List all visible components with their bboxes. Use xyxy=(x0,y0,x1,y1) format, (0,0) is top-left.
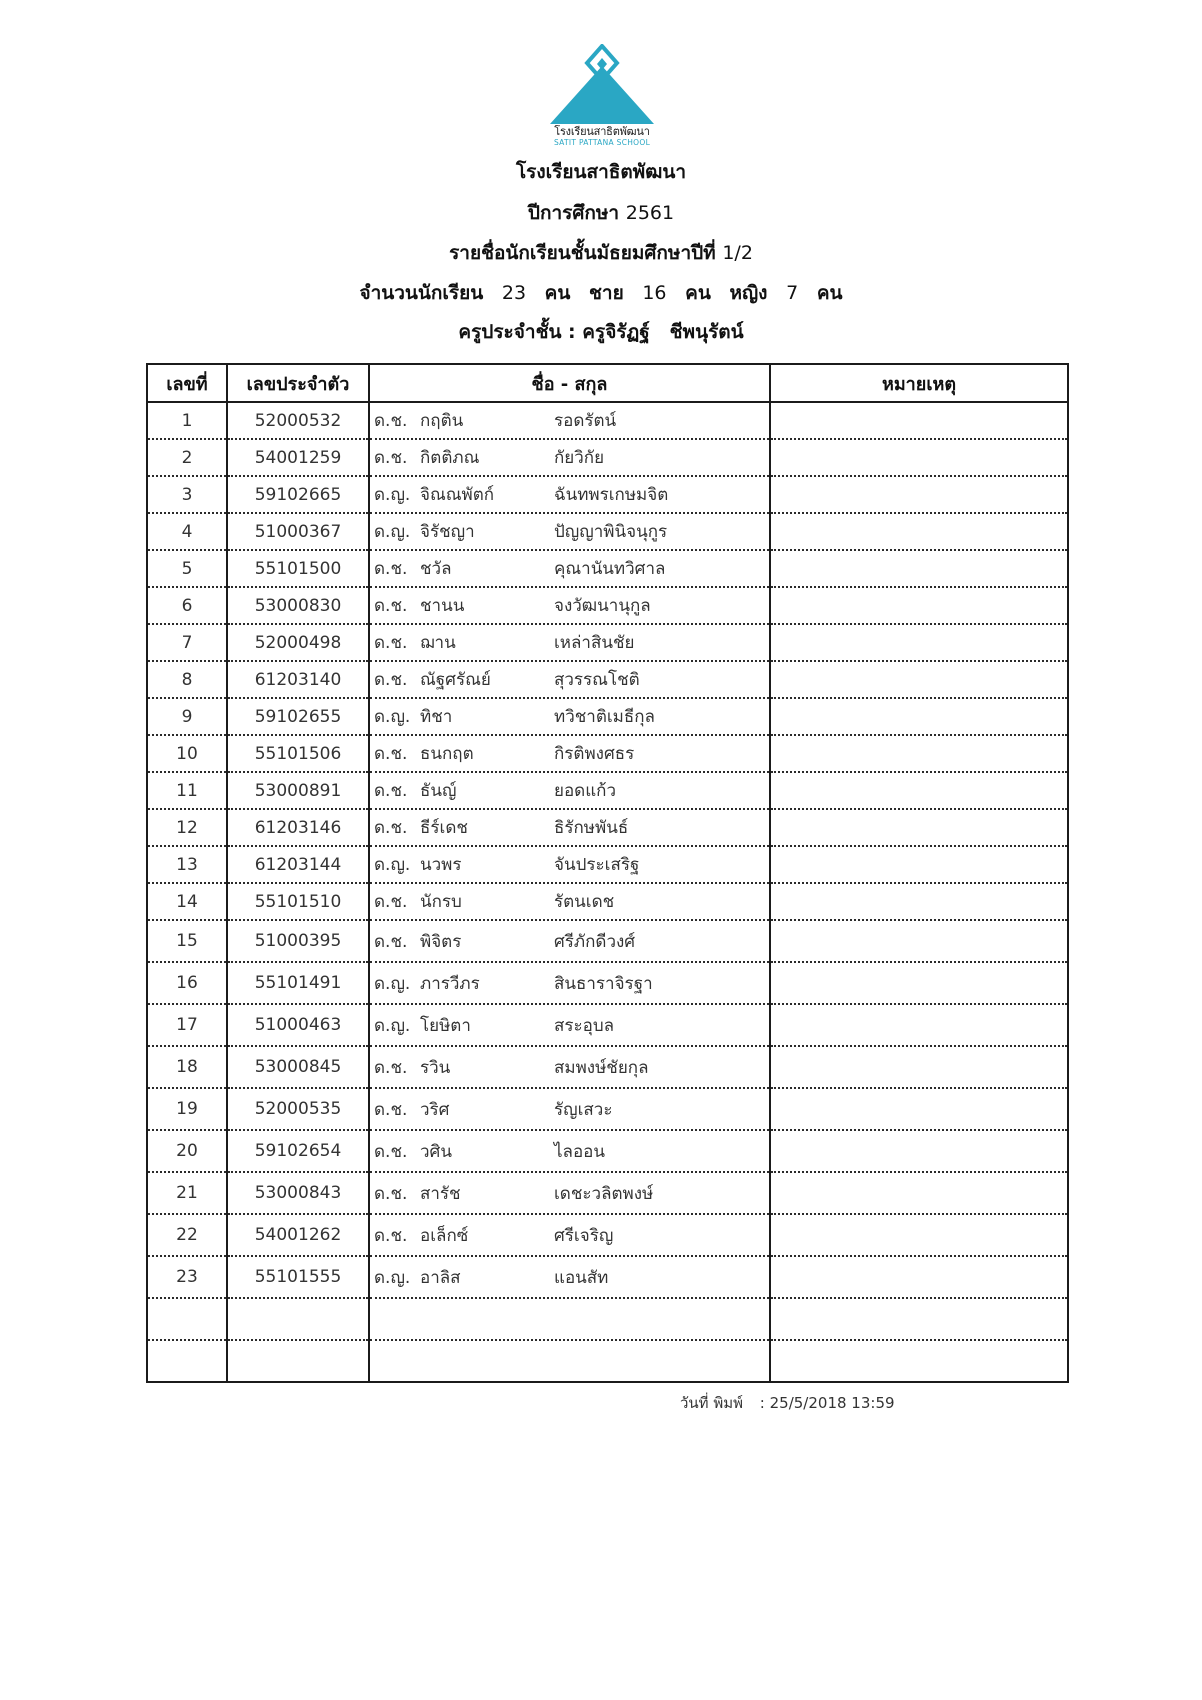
name-prefix: ด.ช. xyxy=(374,1141,408,1162)
remarks-cell xyxy=(770,402,1068,439)
first-name: สารัช xyxy=(420,1183,461,1204)
student-name xyxy=(369,1298,770,1340)
remarks-cell xyxy=(770,476,1068,513)
remarks-cell xyxy=(770,735,1068,772)
row-number: 8 xyxy=(147,661,227,698)
last-name: กิรติพงศธร xyxy=(554,744,635,764)
remarks-cell xyxy=(770,1004,1068,1046)
first-name: อเล็กซ์ xyxy=(420,1225,469,1246)
remarks-cell xyxy=(770,1298,1068,1340)
unit-label: คน xyxy=(685,282,711,304)
column-header-student-id: เลขประจำตัว xyxy=(227,364,369,402)
school-name: โรงเรียนสาธิตพัฒนา xyxy=(515,161,687,183)
student-name xyxy=(369,698,770,735)
name-prefix: ด.ญ. xyxy=(374,522,411,542)
student-id: 59102655 xyxy=(227,698,369,735)
table-row xyxy=(147,698,1068,735)
first-name: ฌาน xyxy=(420,633,456,653)
first-name: ณัฐศรัณย์ xyxy=(420,670,491,690)
student-id xyxy=(227,1298,369,1340)
female-count: 7 xyxy=(786,282,799,304)
school-logo xyxy=(537,44,667,159)
student-id: 51000463 xyxy=(227,1004,369,1046)
remarks-cell xyxy=(770,439,1068,476)
female-label: หญิง xyxy=(729,282,768,304)
student-id: 54001259 xyxy=(227,439,369,476)
student-name xyxy=(369,846,770,883)
student-id: 55101510 xyxy=(227,883,369,920)
print-date-separator: : xyxy=(759,1394,765,1412)
table-row xyxy=(147,513,1068,550)
first-name: ธีร์เดช xyxy=(420,818,468,838)
name-prefix: ด.ช. xyxy=(374,633,408,653)
table-row xyxy=(147,1046,1068,1088)
class-title xyxy=(0,241,1202,265)
remarks-cell xyxy=(770,883,1068,920)
student-id: 54001262 xyxy=(227,1214,369,1256)
table-header-row xyxy=(147,364,1068,402)
first-name: รวิน xyxy=(420,1057,451,1078)
table-row xyxy=(147,402,1068,439)
name-prefix: ด.ช. xyxy=(374,596,408,616)
table-row xyxy=(147,550,1068,587)
student-name xyxy=(369,587,770,624)
last-name: เหล่าสินชัย xyxy=(554,633,635,653)
table-row xyxy=(147,1088,1068,1130)
name-prefix: ด.ช. xyxy=(374,892,408,912)
student-name xyxy=(369,1130,770,1172)
first-name: โยษิตา xyxy=(420,1015,471,1036)
name-prefix: ด.ญ. xyxy=(374,1015,411,1036)
table-row xyxy=(147,962,1068,1004)
table-row xyxy=(147,846,1068,883)
student-id: 55101500 xyxy=(227,550,369,587)
student-id: 55101491 xyxy=(227,962,369,1004)
first-name: นักรบ xyxy=(420,892,462,912)
teacher-first-name: ครูจิรัฏฐ์ xyxy=(582,321,650,343)
last-name: แอนสัท xyxy=(554,1267,609,1288)
table-row xyxy=(147,1130,1068,1172)
student-name xyxy=(369,1046,770,1088)
first-name: ชวัล xyxy=(420,559,452,579)
student-count xyxy=(0,281,1202,305)
male-count: 16 xyxy=(642,282,667,304)
remarks-cell xyxy=(770,1172,1068,1214)
last-name: กัยวิกัย xyxy=(554,448,605,468)
row-number: 7 xyxy=(147,624,227,661)
student-name xyxy=(369,439,770,476)
student-id: 53000845 xyxy=(227,1046,369,1088)
unit-label: คน xyxy=(816,282,843,304)
table-row xyxy=(147,439,1068,476)
first-name: นวพร xyxy=(420,855,462,875)
student-name xyxy=(369,1172,770,1214)
last-name: ธิรักษพันธ์ xyxy=(554,818,629,838)
student-id: 55101506 xyxy=(227,735,369,772)
row-number: 20 xyxy=(147,1130,227,1172)
first-name: พิจิตร xyxy=(420,931,462,952)
row-number: 10 xyxy=(147,735,227,772)
student-id: 52000498 xyxy=(227,624,369,661)
last-name: เดชะวลิตพงษ์ xyxy=(554,1183,654,1204)
remarks-cell xyxy=(770,962,1068,1004)
remarks-cell xyxy=(770,1130,1068,1172)
remarks-cell xyxy=(770,1340,1068,1382)
remarks-cell xyxy=(770,1088,1068,1130)
print-datetime: 25/5/2018 13:59 xyxy=(769,1394,895,1412)
first-name: จิรัชญา xyxy=(420,522,475,542)
table-row xyxy=(147,1004,1068,1046)
column-header-remarks: หมายเหตุ xyxy=(770,364,1068,402)
name-prefix: ด.ช. xyxy=(374,781,408,801)
row-number: 3 xyxy=(147,476,227,513)
student-name xyxy=(369,883,770,920)
student-roster-table xyxy=(146,363,1069,1383)
row-number: 5 xyxy=(147,550,227,587)
student-name xyxy=(369,1004,770,1046)
print-date-footer xyxy=(680,1391,895,1415)
first-name: จิณณพัตก์ xyxy=(420,485,495,505)
student-id: 61203146 xyxy=(227,809,369,846)
last-name: ศรีเจริญ xyxy=(554,1225,614,1246)
student-name xyxy=(369,476,770,513)
name-prefix: ด.ช. xyxy=(374,1183,408,1204)
last-name: ไลออน xyxy=(554,1141,606,1162)
table-row xyxy=(147,1256,1068,1298)
first-name: กิตติภณ xyxy=(420,448,480,468)
row-number: 16 xyxy=(147,962,227,1004)
column-header-number: เลขที่ xyxy=(147,364,227,402)
remarks-cell xyxy=(770,920,1068,962)
last-name: ปัญญาพินิจนุกูร xyxy=(554,522,668,542)
table-row xyxy=(147,920,1068,962)
row-number: 2 xyxy=(147,439,227,476)
teacher-last-name: ชีพนุรัตน์ xyxy=(669,321,744,343)
remarks-cell xyxy=(770,1256,1068,1298)
class-title-label: รายชื่อนักเรียนชั้นมัธยมศึกษาปีที่ xyxy=(449,242,716,264)
name-prefix: ด.ญ. xyxy=(374,1267,411,1288)
table-row xyxy=(147,661,1068,698)
last-name: สุวรรณโชติ xyxy=(554,670,640,690)
student-id: 51000367 xyxy=(227,513,369,550)
row-number: 21 xyxy=(147,1172,227,1214)
name-prefix: ด.ช. xyxy=(374,448,408,468)
student-id: 59102654 xyxy=(227,1130,369,1172)
last-name: สินธาราจิรฐา xyxy=(554,973,653,994)
student-id: 53000843 xyxy=(227,1172,369,1214)
name-prefix: ด.ช. xyxy=(374,744,408,764)
name-prefix: ด.ญ. xyxy=(374,485,411,505)
table-row xyxy=(147,735,1068,772)
homeroom-teacher xyxy=(0,320,1202,344)
remarks-cell xyxy=(770,698,1068,735)
remarks-cell xyxy=(770,550,1068,587)
first-name: ธันญ์ xyxy=(420,781,457,801)
student-name xyxy=(369,920,770,962)
row-number: 17 xyxy=(147,1004,227,1046)
row-number: 15 xyxy=(147,920,227,962)
row-number: 23 xyxy=(147,1256,227,1298)
first-name: ชานน xyxy=(420,596,465,616)
academic-year-label: ปีการศึกษา xyxy=(527,202,620,224)
row-number xyxy=(147,1340,227,1382)
student-id: 51000395 xyxy=(227,920,369,962)
table-row xyxy=(147,624,1068,661)
student-name xyxy=(369,661,770,698)
academic-year xyxy=(0,201,1202,225)
remarks-cell xyxy=(770,624,1068,661)
male-label: ชาย xyxy=(589,282,624,304)
last-name: จันประเสริฐ xyxy=(554,855,640,875)
student-id: 52000535 xyxy=(227,1088,369,1130)
remarks-cell xyxy=(770,846,1068,883)
count-label: จำนวนนักเรียน xyxy=(359,282,484,304)
last-name: ทวิชาติเมธีกุล xyxy=(554,707,655,727)
student-name xyxy=(369,809,770,846)
row-number: 11 xyxy=(147,772,227,809)
row-number: 13 xyxy=(147,846,227,883)
name-prefix: ด.ญ. xyxy=(374,973,411,994)
table-row xyxy=(147,1214,1068,1256)
column-header-full-name: ชื่อ - สกุล xyxy=(369,364,770,402)
name-prefix: ด.ช. xyxy=(374,931,408,952)
student-id: 61203140 xyxy=(227,661,369,698)
row-number: 4 xyxy=(147,513,227,550)
remarks-cell xyxy=(770,809,1068,846)
first-name: กฤติน xyxy=(420,411,464,431)
last-name: รัญเสวะ xyxy=(554,1099,613,1120)
student-name xyxy=(369,513,770,550)
name-prefix: ด.ญ. xyxy=(374,707,411,727)
academic-year-value: 2561 xyxy=(625,202,675,224)
remarks-cell xyxy=(770,513,1068,550)
student-name xyxy=(369,962,770,1004)
name-prefix: ด.ช. xyxy=(374,670,408,690)
row-number: 6 xyxy=(147,587,227,624)
logo-text-thai: โรงเรียนสาธิตพัฒนา xyxy=(554,125,650,138)
student-name xyxy=(369,1214,770,1256)
remarks-cell xyxy=(770,772,1068,809)
name-prefix: ด.ช. xyxy=(374,1225,408,1246)
last-name: รอดรัตน์ xyxy=(554,411,617,431)
unit-label: คน xyxy=(544,282,571,304)
remarks-cell xyxy=(770,1046,1068,1088)
student-id: 52000532 xyxy=(227,402,369,439)
table-row xyxy=(147,587,1068,624)
row-number: 12 xyxy=(147,809,227,846)
table-row xyxy=(147,883,1068,920)
table-row xyxy=(147,772,1068,809)
last-name: ยอดแก้ว xyxy=(554,781,617,801)
triangle-diamond-logo-icon xyxy=(547,44,657,126)
row-number: 1 xyxy=(147,402,227,439)
remarks-cell xyxy=(770,661,1068,698)
student-id: 55101555 xyxy=(227,1256,369,1298)
print-date-label: วันที่ พิมพ์ xyxy=(680,1394,743,1412)
name-prefix: ด.ช. xyxy=(374,411,408,431)
name-prefix: ด.ช. xyxy=(374,818,408,838)
empty-table-row xyxy=(147,1340,1068,1382)
student-name xyxy=(369,1088,770,1130)
last-name: สมพงษ์ชัยกุล xyxy=(554,1057,649,1078)
student-name xyxy=(369,735,770,772)
row-number: 18 xyxy=(147,1046,227,1088)
first-name: ภารวีภร xyxy=(420,973,480,994)
logo-text-english: SATIT PATTANA SCHOOL xyxy=(553,138,651,147)
last-name: คุณานันทวิศาล xyxy=(554,559,666,579)
empty-table-row xyxy=(147,1298,1068,1340)
row-number: 22 xyxy=(147,1214,227,1256)
first-name: ทิชา xyxy=(420,707,453,727)
row-number: 14 xyxy=(147,883,227,920)
first-name: วริศ xyxy=(420,1099,450,1120)
last-name: ศรีภักดีวงศ์ xyxy=(554,931,636,952)
student-name xyxy=(369,1340,770,1382)
last-name: ฉันทพรเกษมจิต xyxy=(554,485,669,505)
student-id: 53000891 xyxy=(227,772,369,809)
row-number xyxy=(147,1298,227,1340)
name-prefix: ด.ช. xyxy=(374,1057,408,1078)
remarks-cell xyxy=(770,1214,1068,1256)
student-name xyxy=(369,772,770,809)
first-name: วศิน xyxy=(420,1141,452,1162)
row-number: 19 xyxy=(147,1088,227,1130)
remarks-cell xyxy=(770,587,1068,624)
student-name xyxy=(369,624,770,661)
last-name: จงวัฒนานุกูล xyxy=(554,596,651,616)
table-row xyxy=(147,476,1068,513)
last-name: รัตนเดช xyxy=(554,892,615,912)
student-name xyxy=(369,550,770,587)
table-row xyxy=(147,809,1068,846)
last-name: สระอุบล xyxy=(554,1015,615,1036)
name-prefix: ด.ช. xyxy=(374,1099,408,1120)
total-count: 23 xyxy=(501,282,527,304)
student-id: 61203144 xyxy=(227,846,369,883)
first-name: อาลิส xyxy=(420,1267,461,1288)
table-row xyxy=(147,1172,1068,1214)
teacher-label: ครูประจำชั้น : xyxy=(458,321,576,343)
row-number: 9 xyxy=(147,698,227,735)
student-id xyxy=(227,1340,369,1382)
first-name: ธนกฤต xyxy=(420,744,474,764)
student-id: 59102665 xyxy=(227,476,369,513)
student-name xyxy=(369,1256,770,1298)
name-prefix: ด.ญ. xyxy=(374,855,411,875)
name-prefix: ด.ช. xyxy=(374,559,408,579)
class-value: 1/2 xyxy=(722,242,753,264)
student-name xyxy=(369,402,770,439)
student-id: 53000830 xyxy=(227,587,369,624)
